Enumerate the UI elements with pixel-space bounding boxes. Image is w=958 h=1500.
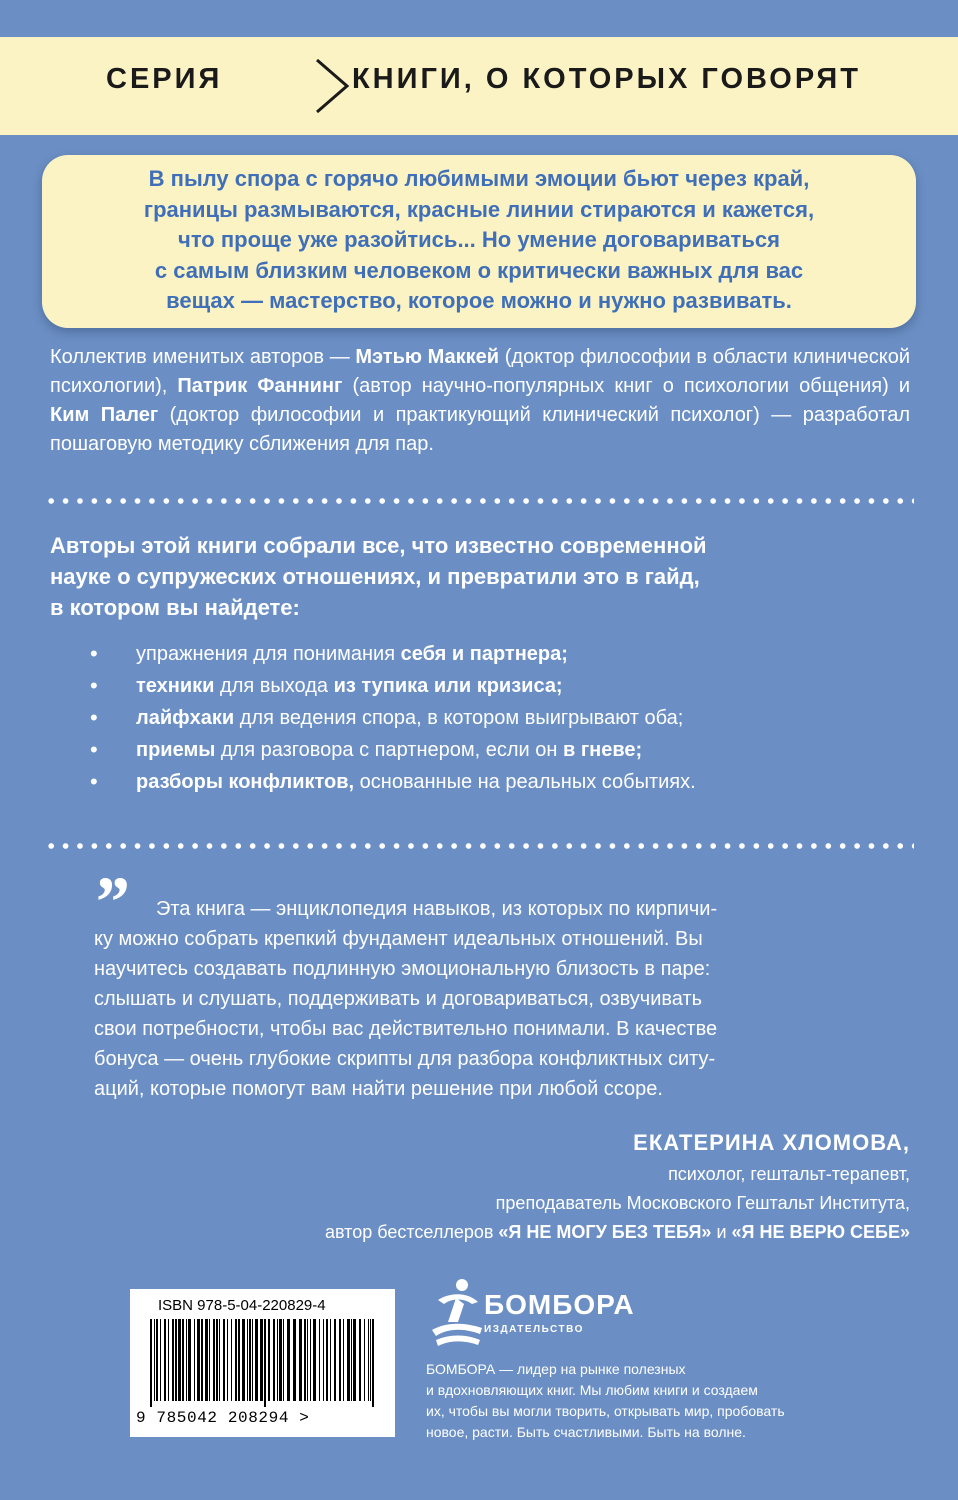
lead-line: науке о супружеских отношениях, и превратили это в гайд, xyxy=(50,564,700,589)
publisher-line: БОМБОРА — лидер на рынке полезных xyxy=(426,1361,686,1377)
barcode-icon xyxy=(148,1319,380,1407)
lead-paragraph xyxy=(50,530,920,623)
callout-line: границы размываются, красные линии стираются и кажется, xyxy=(143,196,815,222)
series-header xyxy=(0,37,958,135)
intro-paragraph xyxy=(50,343,910,459)
publisher-line: их, чтобы вы могли творить, открывать мир, пробовать xyxy=(426,1403,785,1419)
publisher-line: и вдохновляющих книг. Мы любим книги и создаем xyxy=(426,1382,758,1398)
publisher-name: БОМБОРА xyxy=(484,1289,635,1320)
publisher-line: новое, расти. Быть счастливыми. Быть на волне. xyxy=(426,1424,746,1440)
review-line: бонуса — очень глубокие скрипты для разбора конфликтных ситу- xyxy=(94,1048,716,1070)
list-item xyxy=(90,734,930,766)
item-text: для выхода xyxy=(214,675,334,697)
intro-text: Коллектив именитых авторов — xyxy=(50,346,356,368)
author-name: Мэтью Маккей xyxy=(355,346,500,368)
reviewer-credentials xyxy=(50,1160,910,1247)
review-line: аций, которые помогут вам найти решение при любой ссоре. xyxy=(94,1078,663,1100)
item-bold: техники xyxy=(136,675,215,697)
item-bold: себя и партнера; xyxy=(400,643,568,665)
lead-line: Авторы этой книги собрали все, что известно современной xyxy=(50,533,707,558)
item-bold: приемы xyxy=(136,739,216,761)
book-title: «Я НЕ ВЕРЮ СЕБЕ» xyxy=(731,1222,910,1242)
review-line: слышать и слушать, поддерживать и договариваться, озвучивать xyxy=(94,988,703,1010)
list-item xyxy=(90,766,930,798)
reviewer-name: ЕКАТЕРИНА ХЛОМОВА, xyxy=(633,1130,910,1155)
list-item xyxy=(90,638,930,670)
reviewer-role: автор бестселлеров xyxy=(325,1222,499,1242)
item-bold: лайфхаки xyxy=(136,707,235,729)
reviewer-role: и xyxy=(711,1222,732,1242)
series-label: СЕРИЯ xyxy=(106,63,223,95)
item-text: основанные на реальных событиях. xyxy=(354,771,696,793)
callout-line: вещах — мастерство, которое можно и нужно развивать. xyxy=(166,288,792,313)
item-bold: в гневе; xyxy=(562,739,643,761)
lead-line: в котором вы найдете: xyxy=(50,595,300,620)
publisher-subtitle: ИЗДАТЕЛЬСТВО xyxy=(484,1324,584,1335)
reviewer-books xyxy=(50,1218,910,1247)
item-text: упражнения для понимания xyxy=(136,643,401,665)
quote-icon: ” xyxy=(92,862,128,942)
callout-line: В пылу спора с горячо любимыми эмоции бьют через край, xyxy=(148,166,810,191)
item-text: для ведения спора, в котором выигрывают оба; xyxy=(234,707,684,729)
review-line: свои потребности, чтобы вас действительно понимали. В качестве xyxy=(94,1018,718,1040)
dotted-divider xyxy=(44,842,914,850)
item-bold: разборы конфликтов, xyxy=(136,771,355,793)
author-name: Патрик Фаннинг xyxy=(177,375,343,397)
review-text xyxy=(94,894,900,1104)
callout-box xyxy=(42,155,916,328)
series-name: КНИГИ, О КОТОРЫХ ГОВОРЯТ xyxy=(351,63,861,95)
callout-line: что проще уже разойтись... Но умение договариваться xyxy=(178,227,780,252)
item-text: для разговора с партнером, если он xyxy=(215,739,563,761)
barcode-box xyxy=(130,1289,395,1437)
features-list xyxy=(90,638,930,798)
review-line: ку можно собрать крепкий фундамент идеальных отношений. Вы xyxy=(94,928,703,950)
dotted-divider xyxy=(44,497,914,505)
callout-text xyxy=(42,155,916,317)
review-line: научитесь создавать подлинную эмоциональную близость в паре: xyxy=(94,958,711,980)
book-title: «Я НЕ МОГУ БЕЗ ТЕБЯ» xyxy=(498,1222,712,1242)
reviewer-role: психолог, гештальт-терапевт, xyxy=(668,1164,910,1184)
list-item xyxy=(90,670,930,702)
intro-text: (доктор философии в области клинической психологии), xyxy=(50,346,910,397)
list-item xyxy=(90,702,930,734)
intro-text: (автор научно-популярных книг о психологии общения) и xyxy=(342,375,911,397)
callout-line: с самым близким человеком о критически важных для вас xyxy=(154,257,804,283)
chevron-right-icon xyxy=(313,57,353,115)
publisher-description xyxy=(426,1359,846,1443)
review-line: Эта книга — энциклопедия навыков, из которых по кирпичи- xyxy=(156,898,718,920)
bombora-surfer-logo xyxy=(428,1278,484,1348)
barcode-digits: 9 785042 208294 > xyxy=(136,1409,310,1427)
intro-text: (доктор философии и практикующий клинический психолог) — разработал пошаговую методику сближения для пар. xyxy=(50,404,910,455)
reviewer-role: преподаватель Московского Гештальт Института, xyxy=(495,1193,910,1213)
isbn-label: ISBN 978-5-04-220829-4 xyxy=(158,1297,326,1314)
author-name: Ким Палег xyxy=(50,404,159,426)
item-bold: из тупика или кризиса; xyxy=(333,675,563,697)
